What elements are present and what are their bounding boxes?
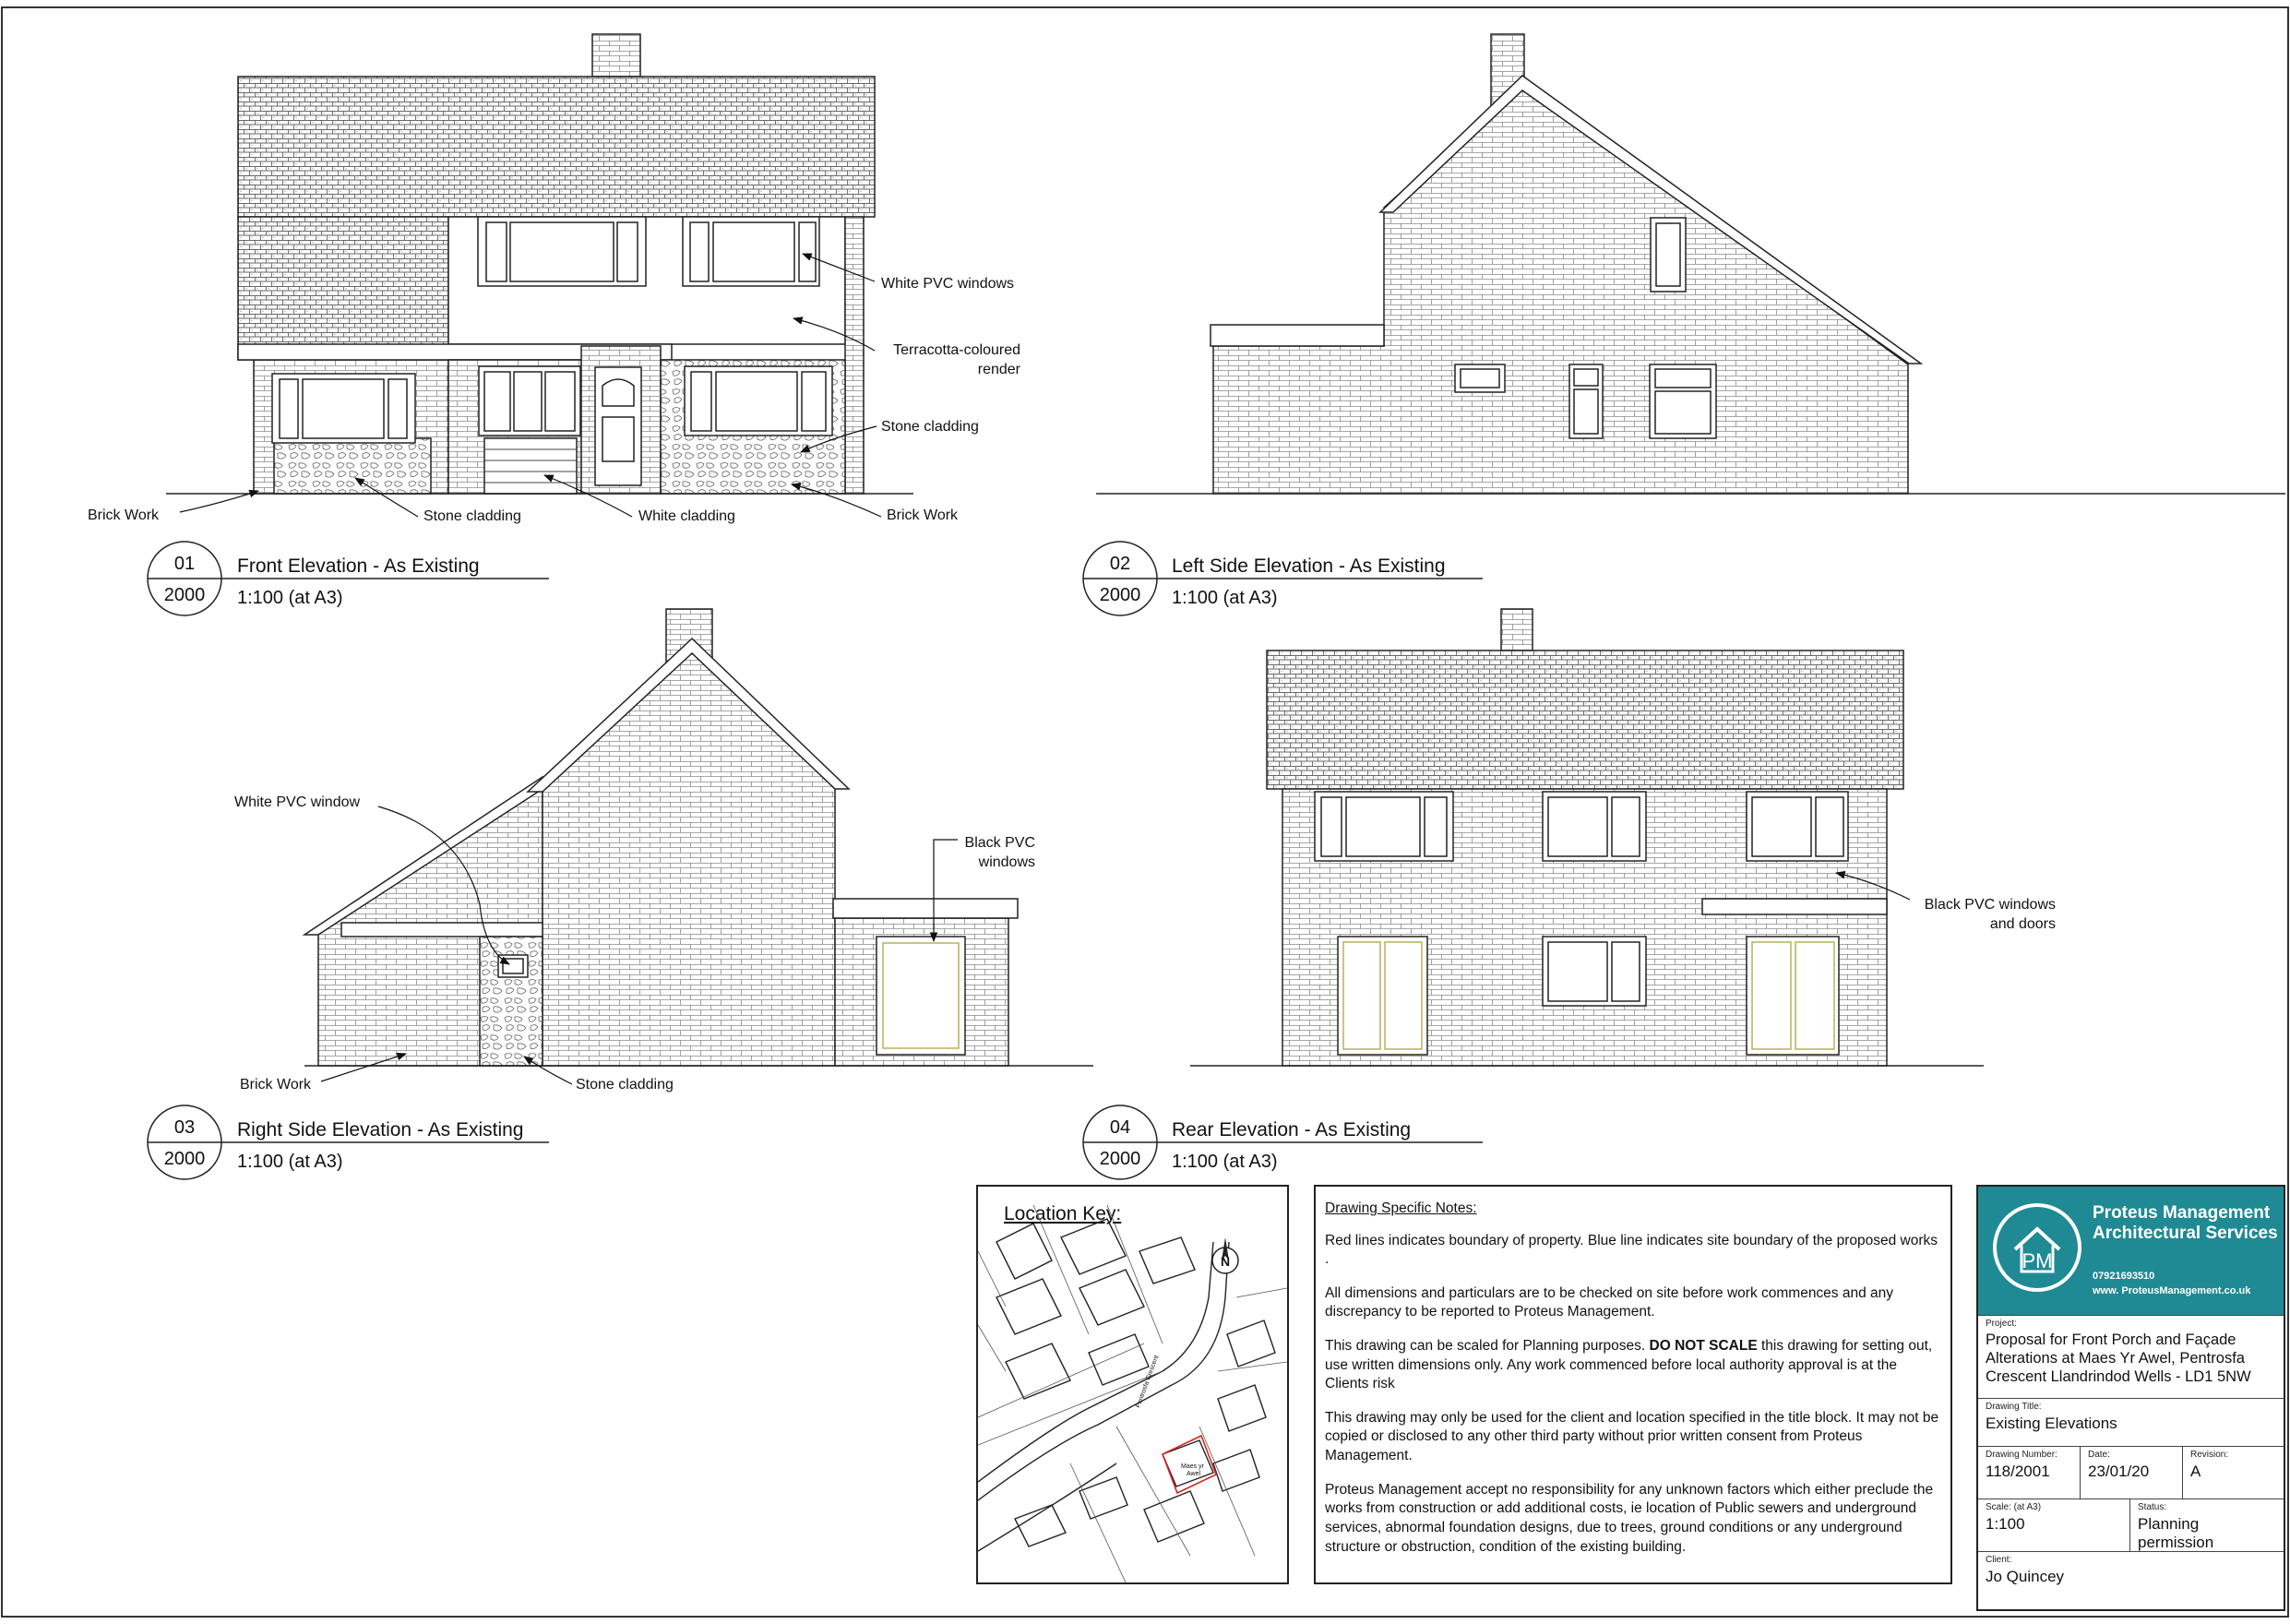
company-banner [1978,1187,2284,1315]
note-paragraph: Red lines indicates boundary of property. Blue line indicates site boundary of the proposed works . [1325,1232,1938,1268]
brick-pier [845,217,864,494]
note-paragraph: This drawing can be scaled for Planning purposes. DO NOT SCALE this drawing for setting out, use written dimensions only. Any work commenced before local authority approval is at the Clients risk [1325,1338,1933,1392]
drawing-title: Right Side Elevation - As Existing [237,1119,524,1140]
window [478,217,646,286]
drawing-number: 04 [1109,1117,1131,1138]
rear-door [1747,937,1839,1055]
window [683,217,819,286]
house-logo-icon [1997,1207,2078,1288]
drawing-notes [1314,1185,1952,1584]
window [272,374,415,443]
front-elevation-drawing [166,34,913,494]
window [877,937,965,1055]
sheet-reference: 2000 [1099,1149,1141,1169]
annotation-white-pvc-windows: White PVC windows [881,276,1015,292]
canopy [1702,899,1887,914]
window [498,955,528,977]
roof [238,217,448,360]
drawing-scale: 1:100 (at A3) [1172,588,1278,608]
white-cladding [484,438,577,494]
drawing-title-cell: Drawing Title: Existing Elevations [1978,1398,2284,1446]
window [1650,364,1716,438]
site-label: Maes yr [1181,1463,1204,1470]
drawing-scale: 1:100 (at A3) [237,1152,343,1172]
gable-wall [543,648,835,1066]
drawing-number: 03 [173,1117,196,1138]
chimney [592,34,640,77]
window [1455,364,1505,392]
roof [1267,651,1903,789]
annotation-brick-work: Brick Work [88,508,160,523]
front-door [595,367,641,485]
sheet-reference: 2000 [1099,585,1141,605]
company-phone: 07921693510 [2093,1271,2155,1282]
window [1543,937,1646,1006]
scale-cell: Scale: (at A3) 1:100 [1978,1499,2130,1551]
drawing-number: 01 [173,554,196,574]
annotation-stone-cladding: Stone cladding [423,508,521,524]
drawing-number-cell: Drawing Number: 118/2001 [1978,1446,2081,1499]
company-contact [2093,1270,2250,1299]
status-cell: Status: Planning permission [2130,1499,2284,1551]
drawing-title-01 [148,542,549,615]
do-not-scale-warning: DO NOT SCALE [1649,1338,1758,1355]
annotation-brick-work: Brick Work [887,508,959,523]
annotation-black-pvc: Black PVC [964,835,1035,851]
drawing-title-value: Existing Elevations [1986,1415,2117,1432]
company-logo [1993,1203,2081,1292]
logo-text: PM [2022,1249,2053,1272]
notes-heading: Drawing Specific Notes: [1325,1200,1477,1216]
canopy [1211,325,1384,346]
drawing-title: Rear Elevation - As Existing [1172,1119,1412,1140]
date-cell: Date: 23/01/20 [2081,1446,2183,1499]
sheet-reference: 2000 [163,585,206,605]
window [1315,792,1453,861]
chimney [1501,609,1533,651]
note-paragraph: All dimensions and particulars are to be checked on site before work commences and any discrepancy to be reported to Proteus Management. [1325,1284,1894,1320]
drawing-title-03 [148,1105,549,1179]
annotation-white-cladding: White cladding [638,508,735,524]
drawing-number: 02 [1109,554,1131,574]
annotation-white-pvc-window: White PVC window [234,794,361,810]
drawing-title-04 [1083,1105,1483,1179]
status-value: Planning permission [2138,1515,2214,1552]
roof [238,77,875,217]
annotation-stone-cladding: Stone cladding [881,419,979,435]
rear-elevation-drawing [1190,609,2056,1066]
drawing-scale: 1:100 (at A3) [1172,1152,1278,1172]
window [479,366,580,436]
project-description: Proposal for Front Porch and Façade Alterations at Maes Yr Awel, Pentrosfa Crescent Llandrindod Wells - LD1 5NW [1986,1331,2251,1385]
left-side-elevation-drawing [1096,34,2285,494]
window [1747,792,1848,861]
location-key-title: Location Key: [1004,1203,1122,1224]
canopy [833,899,1018,918]
note-paragraph: This drawing may only be used for the client and location specified in the title block. It may not be copied or disclosed to any other third party without prior written consent from Proteus Management. [1325,1409,1939,1464]
window [1569,364,1603,438]
drawing-scale: 1:100 (at A3) [237,588,343,608]
window [685,366,832,436]
annotation-stone-cladding: Stone cladding [576,1077,674,1093]
fascia [341,923,543,937]
scale-value: 1:100 [1986,1515,2025,1533]
stone-cladding [274,438,431,494]
sheet-reference: 2000 [163,1149,206,1169]
client-cell: Client: Jo Quincey [1978,1551,2284,1609]
revision-value: A [2190,1463,2201,1480]
client-value: Jo Quincey [1986,1568,2065,1585]
site-label: Awel [1187,1471,1201,1477]
company-name: Proteus Management Architectural Services [2093,1203,2278,1244]
annotation-brick-work: Brick Work [240,1077,312,1093]
drawing-title: Left Side Elevation - As Existing [1172,555,1446,577]
location-map [978,1187,1287,1582]
drawing-title-02 [1083,542,1483,615]
rear-door [1338,937,1427,1055]
project-cell: Project: Proposal for Front Porch and Façade Alterations at Maes Yr Awel, Pentrosfa Crescent Llandrindod Wells - LD1 5NW [1978,1315,2284,1398]
annotation-black-pvc: windows [978,854,1035,870]
company-website: www. ProteusManagement.co.uk [2093,1284,2251,1296]
street-label: Pentrosfa Crescent [1135,1354,1161,1409]
annotation-black-pvc-windows-doors: Black PVC windows [1924,897,2056,913]
annotation-terracotta-render: render [977,362,1020,377]
window [1543,792,1646,861]
svg-text:N: N [1220,1254,1231,1269]
annotation-black-pvc-windows-doors: and doors [1989,916,2056,932]
date-value: 23/01/20 [2088,1463,2150,1480]
window [1651,218,1686,292]
location-key [976,1185,1289,1584]
title-block [1976,1185,2285,1611]
annotation-terracotta-render: Terracotta-coloured [893,342,1020,358]
note-paragraph: Proteus Management accept no responsibility for any unknown factors which either preclude the works from construction or add additional costs, ie location of Public sewers and underground services, abnormal foundation designs, due to trees, ground conditions or any underground structure or obstruction, condition of the existing building. [1325,1481,1934,1555]
drawing-number-value: 118/2001 [1986,1463,2050,1480]
revision-cell: Revision: A [2183,1446,2284,1499]
drawing-title: Front Elevation - As Existing [237,555,480,577]
